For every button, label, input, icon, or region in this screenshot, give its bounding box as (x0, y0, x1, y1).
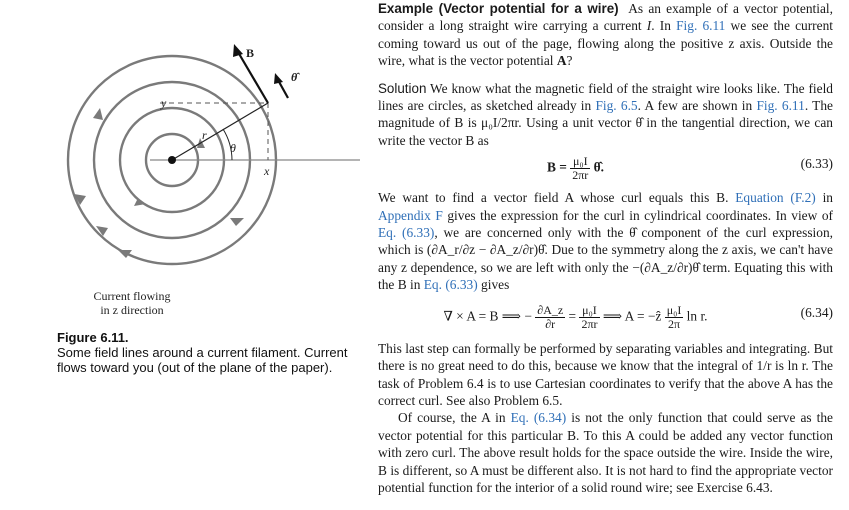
example-heading: Example (Vector potential for a wire) (378, 1, 619, 16)
eq-ref-link[interactable]: Eq. (6.34) (510, 410, 567, 426)
text-span: I (646, 18, 652, 34)
equation-6-33 (378, 149, 833, 189)
eq-part: 2π (667, 316, 681, 331)
field-lines-figure (0, 0, 365, 330)
text-span: Of course, the A in (398, 410, 511, 426)
eq-fraction (535, 304, 565, 331)
eq-part: θ̂. (593, 159, 605, 175)
eq-ref-link[interactable]: Equation (F.2) (735, 190, 816, 206)
equation-number: (6.33) (800, 156, 833, 172)
eq-part: 2πr (581, 316, 598, 331)
b-arrowhead (233, 44, 243, 57)
label-r: r (202, 128, 207, 142)
eq-fraction (579, 304, 599, 331)
eq-part: ln r. (683, 308, 708, 324)
text-span: We know what the magnetic field of the straight wire looks like. The field lines are circles, as sketched already in (378, 80, 833, 114)
fig-ref-link[interactable]: Fig. 6.11 (676, 18, 726, 34)
label-theta-hat: θ̂ (291, 70, 298, 84)
eq-part: μ₀I (579, 304, 599, 318)
paragraph-solution (378, 80, 833, 150)
text-span: gives (477, 277, 510, 293)
fig-ref-link[interactable]: Fig. 6.5 (595, 98, 638, 114)
annotation-line: in z direction (100, 303, 164, 317)
equation-6-34 (378, 294, 833, 340)
eq-fraction (665, 304, 684, 331)
text-span: . The magnitude of B is μ₀I/2πr. Using a unit vector θ̂ in the tangential direction, we can write the vector B as (378, 98, 833, 148)
text-span: . In (651, 18, 677, 34)
text-span: is not the only function that could serve as the vector potential for this particular B. To this A could be added any vector function with zero curl. The above result holds for the space outside the wire. Inside the wire, B is different, so A must be different also. It is not hard to find the appropriate vector potential function for the interior of a solid round wire; see Exercise 6.43. (378, 410, 833, 495)
current-annotation (84, 289, 180, 317)
eq-part: 2πr (572, 168, 589, 183)
text-span: in (815, 190, 834, 206)
paragraph-integration: This last step can formally be performed by separating variables and integrating. But there is no great need to do this, because we know that the integral of 1/r is ln r. The task of Problem 6.4 is to use Cartesian coordinates to verify that the above A has the correct curl. See also Problem 6.5. (378, 340, 833, 408)
wire-dot (168, 156, 176, 164)
text-span: . A few are shown in (637, 98, 757, 114)
label-x: x (264, 164, 270, 178)
radius-line (172, 103, 268, 160)
paragraph-example (378, 0, 833, 70)
text-span: , we are concerned only with the θ̂ component of the curl expression, which is (∂A_r/∂z − ∂A_z/∂r)θ̂. Due to the symmetry along the z axis, we can't have any z dependence, so we are left with only the −(∂A_z/∂r)θ̂ term. Equating this with the B in (378, 225, 833, 293)
label-theta: θ (230, 141, 236, 155)
solution-label: Solution (378, 80, 427, 96)
eq-part: B = (546, 159, 567, 175)
appendix-ref-link[interactable]: Appendix F (378, 207, 443, 223)
eq-ref-link[interactable]: Eq. (6.33) (423, 277, 478, 293)
text-column (378, 0, 833, 496)
eq-part: = (565, 308, 580, 324)
eq-ref-link[interactable]: Eq. (6.33) (378, 225, 435, 241)
figure-caption (57, 330, 367, 375)
fig-ref-link[interactable]: Fig. 6.11 (756, 98, 805, 114)
eq-part: ∂r (545, 316, 556, 331)
annotation-line: Current flowing (93, 289, 171, 303)
label-y: y (161, 96, 167, 110)
equation-number: (6.34) (800, 304, 833, 320)
eq-part: ∂A_z (537, 302, 564, 317)
theta-hat-arrowhead (274, 73, 283, 84)
eq-part: ∇ × A = B ⟹ − (443, 308, 532, 324)
eq-part: ⟹ A = −ẑ (602, 308, 662, 324)
text-span: ? (566, 53, 573, 69)
caption-title: Figure 6.11. (57, 330, 129, 345)
paragraph-gauge (378, 409, 833, 496)
caption-text: Some field lines around a current filament. Current flows toward you (out of the plane of the paper). (57, 345, 348, 375)
text-span: gives the expression for the curl in cylindrical coordinates. In view of (442, 207, 833, 223)
text-span: As an example of a vector potential, consider a long straight wire carrying a current (378, 1, 833, 34)
text-span: we see the current coming toward us out of the page, flowing along the positive z axis. Outside the wire, what is the vector potential (378, 18, 833, 69)
eq-fraction (570, 155, 590, 182)
eq-part: μ₀I (570, 155, 590, 169)
label-b: B (246, 46, 255, 60)
paragraph-curl (378, 189, 833, 293)
text-span: A (556, 53, 567, 69)
eq-part: μ₀I (666, 302, 682, 317)
text-span: We want to find a vector field A whose curl equals this B. (378, 190, 736, 206)
